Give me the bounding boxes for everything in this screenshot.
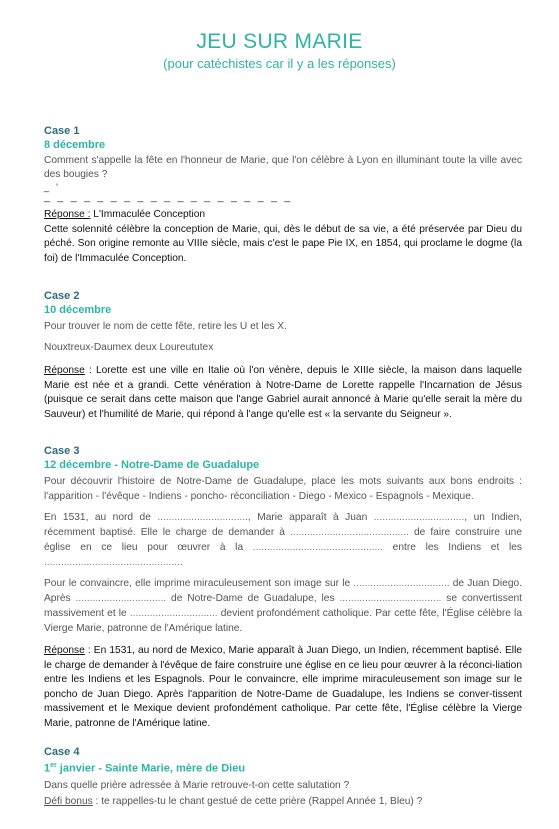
case-3-intro: Pour découvrir l'histoire de Notre-Dame de Guadalupe, place les mots suivants aux bons endroits : l'apparition - l'évêque - Indiens - poncho- réconciliation - Diego - Mexico - Espagnols - Mexique. bbox=[44, 476, 522, 502]
case-4-bonus bbox=[44, 795, 522, 809]
case-3-answer bbox=[44, 644, 522, 731]
case-3-p2-text: se convertissent massivement et le bbox=[44, 593, 522, 619]
case-2 bbox=[44, 289, 522, 422]
case-2-date: 10 décembre bbox=[44, 304, 112, 316]
case-4-bonus-text: : te rappelles-tu le chant gestué de cette prière (Rappel Année 1, Bleu) ? bbox=[92, 795, 423, 807]
case-3-fill-paragraph-1 bbox=[44, 510, 522, 570]
case-4-date-num: 1 bbox=[44, 762, 51, 775]
case-1 bbox=[44, 124, 522, 266]
case-3-blank: .................................. bbox=[353, 578, 450, 589]
case-1-answer-heading bbox=[44, 208, 522, 223]
case-1-answer-title: L'Immaculée Conception bbox=[90, 209, 206, 220]
case-1-label: Case 1 bbox=[44, 125, 80, 137]
case-4-label: Case 4 bbox=[44, 746, 80, 758]
case-3-blank: .......................................... bbox=[290, 527, 409, 538]
case-1-answer-label: Réponse : bbox=[44, 209, 91, 220]
case-3-blank: ................................................ bbox=[44, 557, 180, 568]
case-3-p2-text: devient profondément catholique. Par cette fête, l'Église célèbre la Vierge Marie, patronne de l'Amérique latine. bbox=[44, 608, 522, 634]
case-2-label: Case 2 bbox=[44, 290, 80, 302]
case-3-blank: ................................ bbox=[157, 512, 248, 523]
case-3-p2-text: Pour le convaincre, elle imprime miraculeusement son image sur le bbox=[44, 578, 354, 589]
case-1-blank-top: _ ' bbox=[44, 182, 61, 192]
case-3-p1-text: , Marie apparaît à Juan bbox=[247, 512, 374, 523]
case-3-p1-text: En 1531, au nord de bbox=[44, 512, 158, 523]
case-3-answer-label: Réponse bbox=[44, 645, 85, 656]
case-3-p1-text: , un Indien, récemment baptisé. Elle le charge de demander à bbox=[44, 512, 522, 538]
case-3-label: Case 3 bbox=[44, 445, 80, 457]
case-4-date-sup: er bbox=[50, 762, 57, 769]
case-3-p2-text: de Notre-Dame de Guadalupe, les bbox=[166, 593, 340, 604]
page-title: JEU SUR MARIE bbox=[196, 30, 363, 53]
case-3-p1-text: entre les Indiens et les bbox=[383, 542, 522, 553]
case-3-fill-paragraph-2 bbox=[44, 576, 522, 636]
case-3-blank: .............................................. bbox=[252, 542, 383, 553]
case-2-puzzle: Nouxtreux-Daumex deux Loureututex bbox=[44, 342, 214, 353]
case-4 bbox=[44, 745, 522, 809]
case-3-p2-text: de Juan Diego. Après bbox=[44, 578, 522, 604]
case-4-bonus-label: Défi bonus bbox=[44, 795, 93, 807]
case-4-date-rest: janvier - Sainte Marie, mère de Dieu bbox=[56, 762, 246, 775]
case-3-blank: ................................ bbox=[75, 593, 167, 604]
case-1-question: Comment s'appelle la fête en l'honneur de Marie, que l'on célèbre à Lyon en illuminant toute la ville avec des bougies ? bbox=[44, 155, 522, 180]
case-3-blank: ............................... bbox=[129, 608, 218, 619]
case-4-question: Dans quelle prière adressée à Marie retrouve-t-on cette salutation ? bbox=[44, 779, 350, 791]
case-2-answer bbox=[44, 364, 522, 422]
case-1-date: 8 décembre bbox=[44, 139, 106, 151]
case-2-question: Pour trouver le nom de cette fête, retire les U et les X. bbox=[44, 321, 287, 332]
case-3-date: 12 décembre - Notre-Dame de Guadalupe bbox=[44, 459, 260, 471]
page-subtitle: (pour catéchistes car il y a les réponses) bbox=[163, 56, 396, 71]
case-3-p1-text: de faire construire une église en ce lieu pour œuvrer à la bbox=[44, 527, 523, 553]
case-3-p1-text: . bbox=[179, 557, 183, 568]
case-3 bbox=[44, 444, 522, 731]
case-3-answer-text: : En 1531, au nord de Mexico, Marie apparaît à Juan Diego, un Indien, récemment baptisé. Elle le charge de demander à l'évêque de faire construire une église en ce lieu pour œuvrer à la réconci-liation entre les Indiens et les Espagnols. Pour le convaincre, elle imprime miraculeusement son image sur le poncho de Juan Diego. Après l'apparition de Notre-Dame de Guadalupe, les Indiens se conver-tissent massivement et le Mexique devient profondément catholique. Par cette fête, l'Église célèbre la Vierge Marie, patronne de l'Amérique latine. bbox=[44, 645, 522, 729]
case-4-date bbox=[44, 759, 522, 776]
case-3-blank: ................................ bbox=[373, 512, 465, 523]
case-2-answer-text: : Lorette est une ville en Italie où l'on vénère, depuis le XIIIe siècle, la maison dans laquelle Marie est née et a grandi. Cette vénération à Notre-Dame de Lorette rappelle l'Incarnation de Jésus (puisque ce serait dans cette maison que l'ange Gabriel aurait annoncé à Marie qu'elle serait la mère du Sauveur) et l'humilité de Marie, qui répond à l'ange qu'elle est « la servante du Seigneur ». bbox=[44, 365, 522, 420]
case-2-answer-label: Réponse bbox=[44, 365, 85, 376]
case-1-answer-text: Cette solennité célèbre la conception de Marie, qui, dès le début de sa vie, a été préservée par Dieu du péché. Son origine remonte au VIIIe siècle, mais c'est le pape Pie IX, en 1854, qui proclame le dogme (la foi) de l'Immaculée Conception. bbox=[44, 223, 522, 264]
case-1-blank-line: _ _ _ _ _ _ _ _ _ _ _ _ _ _ _ _ _ _ _ bbox=[44, 191, 293, 203]
case-3-blank: .................................... bbox=[339, 593, 442, 604]
